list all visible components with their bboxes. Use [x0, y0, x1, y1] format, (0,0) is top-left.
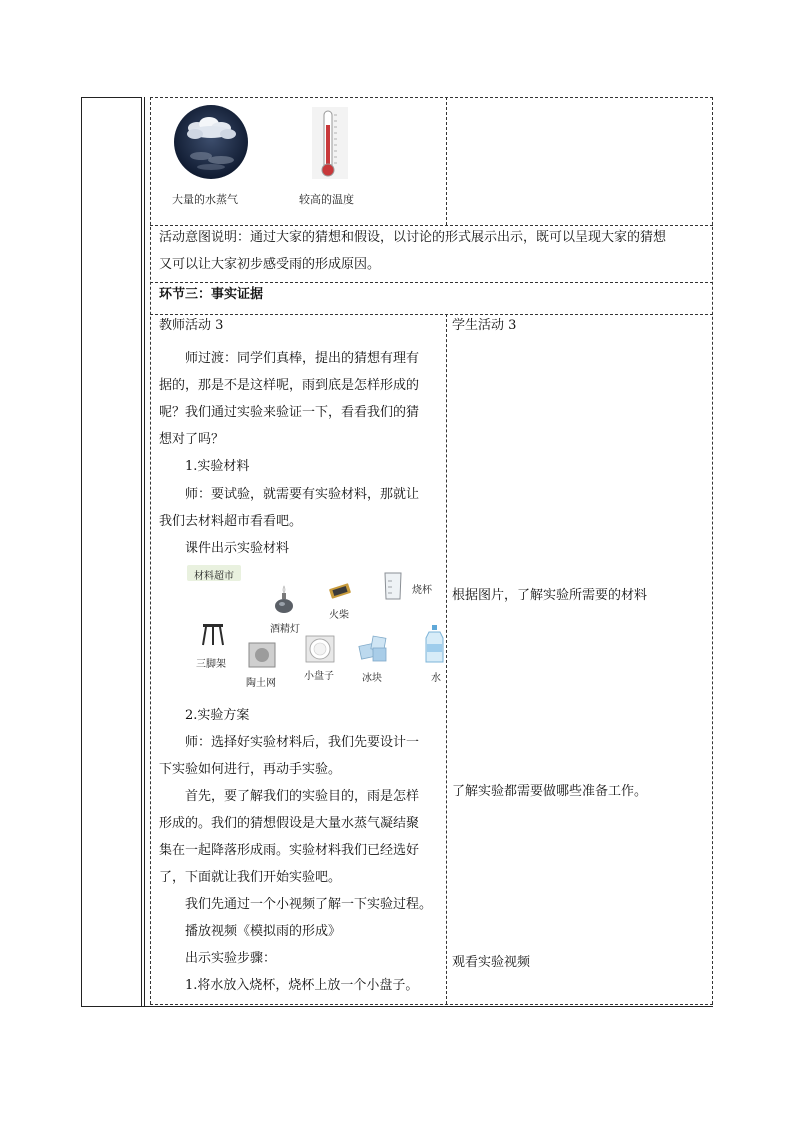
small-plate-label: 小盘子 [304, 671, 334, 682]
water-vapor-caption: 大量的水蒸气 [172, 193, 238, 206]
section-title: 环节三：事实证据 [159, 287, 264, 302]
teacher-line: 出示实验步骤： [185, 951, 277, 966]
teacher-line: 下实验如何进行，再动手实验。 [159, 762, 342, 777]
water-vapor-image [173, 104, 249, 180]
teacher-line: 形成的。我们的猜想假设是大量水蒸气凝结聚 [159, 816, 420, 831]
column-divider [141, 97, 142, 1006]
teacher-line: 呢？我们通过实验来验证一下，看看我们的猜 [159, 405, 420, 420]
matches-label: 火柴 [329, 610, 349, 621]
teacher-line: 集在一起降落形成雨。实验材料我们已经选好 [159, 843, 420, 858]
ice-cubes-icon [358, 633, 390, 663]
teacher-line: 师：选择好实验材料后，我们先要设计一 [185, 735, 420, 750]
materials-tag-label: 材料超市 [194, 571, 234, 582]
cell-mid-border [446, 97, 447, 225]
teacher-line: 首先，要了解我们的实验目的，雨是怎样 [185, 789, 420, 804]
outer-bottom-border [81, 1006, 713, 1007]
teacher-line: 我们去材料超市看看吧。 [159, 514, 303, 529]
row-border [150, 282, 713, 283]
teacher-line: 播放视频《模拟雨的形成》 [185, 924, 342, 939]
teacher-line: 师过渡：同学们真棒，提出的猜想有理有 [185, 351, 420, 366]
row-border [150, 1004, 713, 1005]
teacher-line: 了，下面就让我们开始实验吧。 [159, 870, 342, 885]
beaker-label: 烧杯 [412, 585, 432, 596]
outer-top-border [81, 97, 141, 98]
row-border [150, 225, 713, 226]
row-border [150, 314, 713, 315]
ice-cubes-label: 冰块 [362, 673, 382, 684]
teacher-heading: 教师活动 3 [159, 318, 224, 333]
thermometer-image [312, 107, 348, 179]
column-divider-inner [144, 97, 145, 1006]
cell-left-border [150, 97, 151, 1004]
teacher-line: 课件出示实验材料 [185, 541, 290, 556]
teacher-line: 2.实验方案 [185, 708, 250, 723]
beaker-icon [382, 571, 404, 601]
teacher-line: 我们先通过一个小视频了解一下实验过程。 [185, 897, 433, 912]
teacher-line: 据的，那是不是这样呢，雨到底是怎样形成的 [159, 378, 420, 393]
water-label: 水 [431, 673, 441, 684]
student-note-video: 观看实验视频 [452, 955, 531, 970]
student-heading: 学生活动 3 [452, 318, 517, 333]
clay-gauze-label: 陶土网 [246, 678, 276, 689]
matches-icon [328, 580, 352, 600]
small-plate-icon [305, 635, 335, 663]
alcohol-lamp-icon [272, 584, 296, 614]
tripod-label: 三脚架 [196, 659, 226, 670]
student-note-preparation: 了解实验都需要做哪些准备工作。 [452, 784, 648, 799]
outer-left-border [81, 97, 82, 1006]
tripod-icon [200, 622, 226, 646]
teacher-line: 1.将水放入烧杯，烧杯上放一个小盘子。 [185, 978, 419, 993]
teacher-line: 师：要试验，就需要有实验材料，那就让 [185, 487, 420, 502]
teacher-line: 1.实验材料 [185, 459, 250, 474]
cell-mid-border [446, 314, 447, 1004]
alcohol-lamp-label: 酒精灯 [270, 624, 300, 635]
row-border [150, 97, 713, 98]
cell-right-border [712, 97, 713, 1004]
teacher-line: 想对了吗？ [159, 432, 225, 447]
intent-line-2: 又可以让大家初步感受雨的形成原因。 [159, 257, 381, 272]
clay-gauze-icon [248, 642, 276, 668]
student-note-materials: 根据图片，了解实验所需要的材料 [452, 588, 648, 603]
temperature-caption: 较高的温度 [299, 193, 354, 206]
intent-line-1: 活动意图说明：通过大家的猜想和假设，以讨论的形式展示出示，既可以呈现大家的猜想 [159, 230, 667, 245]
water-icon [424, 624, 445, 664]
